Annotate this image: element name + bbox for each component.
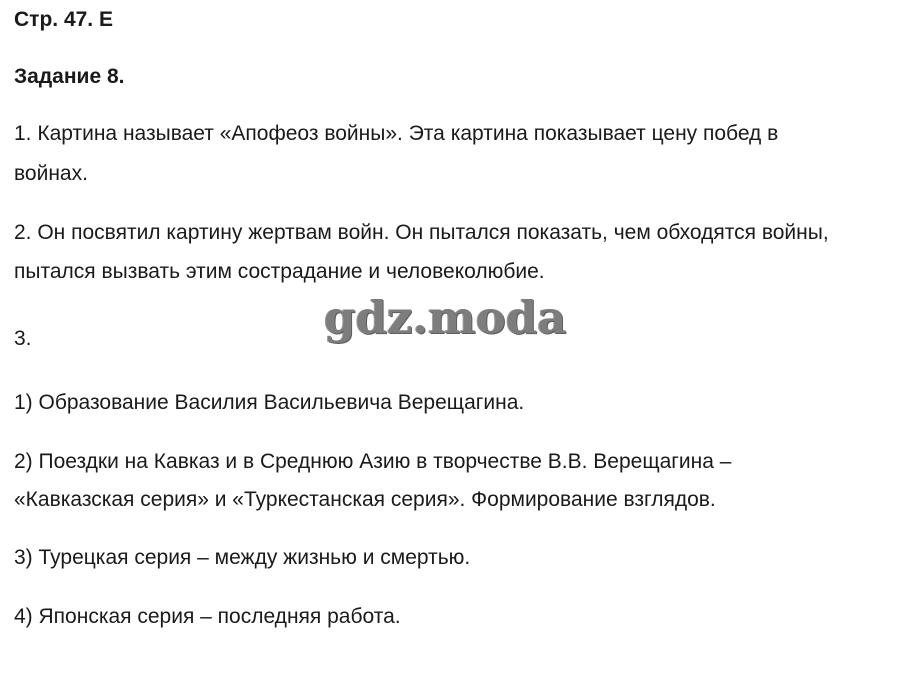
answer-1-line-1: 1. Картина называет «Апофеоз войны». Эта картина показывает цену побед в <box>14 122 779 145</box>
plan-item-2-line-1: 2) Поездки на Кавказ и в Среднюю Азию в творчестве В.В. Верещагина – <box>14 450 732 473</box>
answer-2-line-2: пытался вызвать этим сострадание и человеколюбие. <box>14 260 545 283</box>
task-title: Задание 8. <box>14 65 125 88</box>
plan-item-3: 3) Турецкая серия – между жизнью и смертью. <box>14 546 471 569</box>
plan-item-2-line-2: «Кавказская серия» и «Туркестанская серия». Формирование взглядов. <box>14 488 716 511</box>
plan-item-4: 4) Японская серия – последняя работа. <box>14 605 401 628</box>
page-reference: Стр. 47. Е <box>14 8 113 31</box>
watermark: gdz.moda <box>324 291 567 344</box>
answer-1-line-2: войнах. <box>14 162 88 185</box>
plan-item-1: 1) Образование Василия Васильевича Верещагина. <box>14 391 525 414</box>
answer-2-line-1: 2. Он посвятил картину жертвам войн. Он пытался показать, чем обходятся войны, <box>14 221 829 244</box>
answer-3-label: 3. <box>14 327 32 350</box>
